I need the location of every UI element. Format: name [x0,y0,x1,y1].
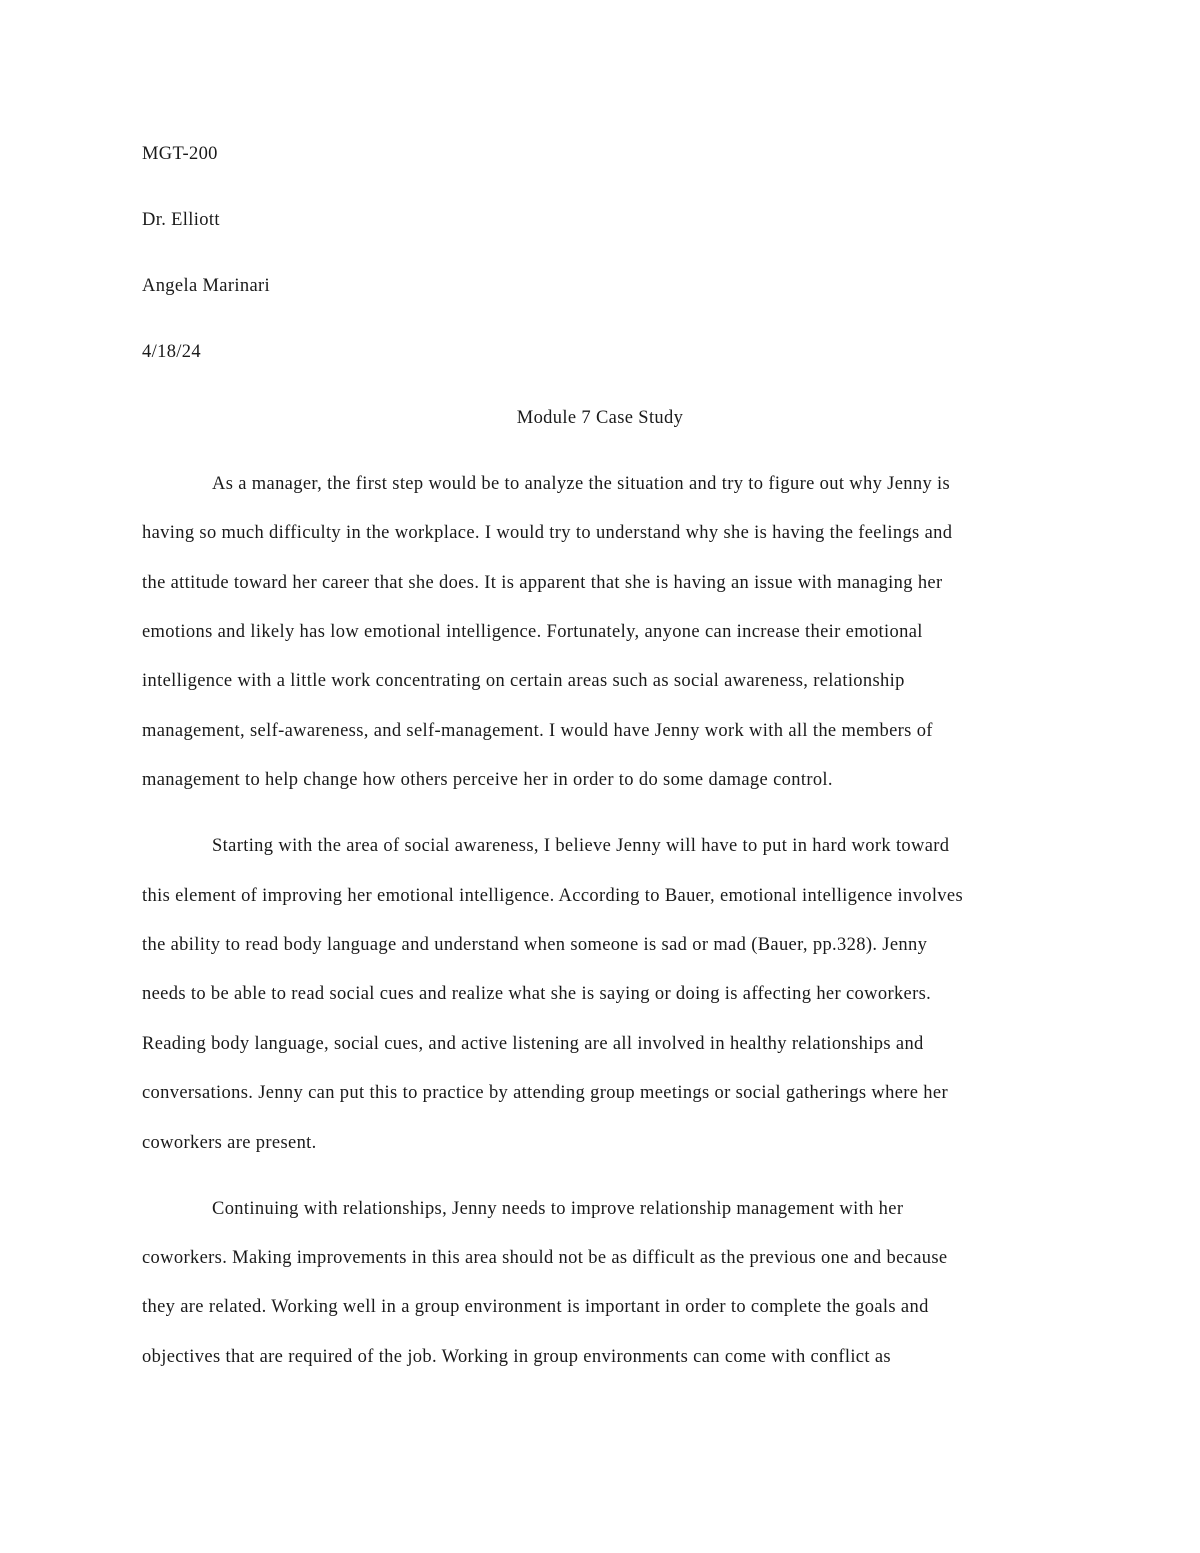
paragraph-line: As a manager, the first step would be to analyze the situation and try to figure out why Jenny is [212,473,951,494]
paragraph-line: Continuing with relationships, Jenny needs to improve relationship management with her [212,1198,904,1219]
header-date [142,328,1062,377]
course-line: MGT-200 [142,144,218,164]
paragraph [142,822,1062,1168]
paragraph-line: coworkers. Making improvements in this area should not be as difficult as the previous one and because [142,1247,948,1268]
title-line: Module 7 Case Study [516,407,684,428]
header-course [142,130,1062,179]
paragraph-line: Starting with the area of social awareness, I believe Jenny will have to put in hard work toward [212,836,950,857]
paragraph-line: coworkers are present. [142,1132,317,1153]
paragraph-line: management to help change how others perceive her in order to do some damage control. [142,770,833,791]
document-page [142,130,1062,1399]
paragraph-line: objectives that are required of the job. Working in group environments can come with conflict as [142,1346,891,1367]
document-title [142,394,1062,443]
header-student [142,262,1062,311]
paragraph [142,1185,1062,1383]
paragraph-line: this element of improving her emotional intelligence. According to Bauer, emotional intelligence involves [142,885,964,906]
date-line: 4/18/24 [142,341,201,362]
document-body [142,460,1062,1382]
paragraph-line: conversations. Jenny can put this to practice by attending group meetings or social gatherings where her [142,1083,948,1104]
paragraph-line: Reading body language, social cues, and active listening are all involved in healthy relationships and [142,1033,924,1054]
paragraph-line: the ability to read body language and understand when someone is sad or mad (Bauer, pp.328). Jenny [142,935,928,956]
paragraph-line: the attitude toward her career that she does. It is apparent that she is having an issue with managing her [142,572,943,593]
student-line: Angela Marinari [142,275,271,296]
instructor-line: Dr. Elliott [142,209,220,230]
header-instructor [142,196,1062,245]
paragraph-line: having so much difficulty in the workplace. I would try to understand why she is having the feelings and [142,523,953,544]
paragraph-line: intelligence with a little work concentrating on certain areas such as social awareness, relationship [142,671,905,692]
paragraph [142,460,1062,806]
paragraph-line: management, self-awareness, and self-management. I would have Jenny work with all the members of [142,720,933,741]
paragraph-line: needs to be able to read social cues and realize what she is saying or doing is affecting her coworkers. [142,984,932,1005]
paragraph-line: they are related. Working well in a group environment is important in order to complete the goals and [142,1297,929,1318]
paragraph-line: emotions and likely has low emotional intelligence. Fortunately, anyone can increase their emotional [142,622,923,643]
